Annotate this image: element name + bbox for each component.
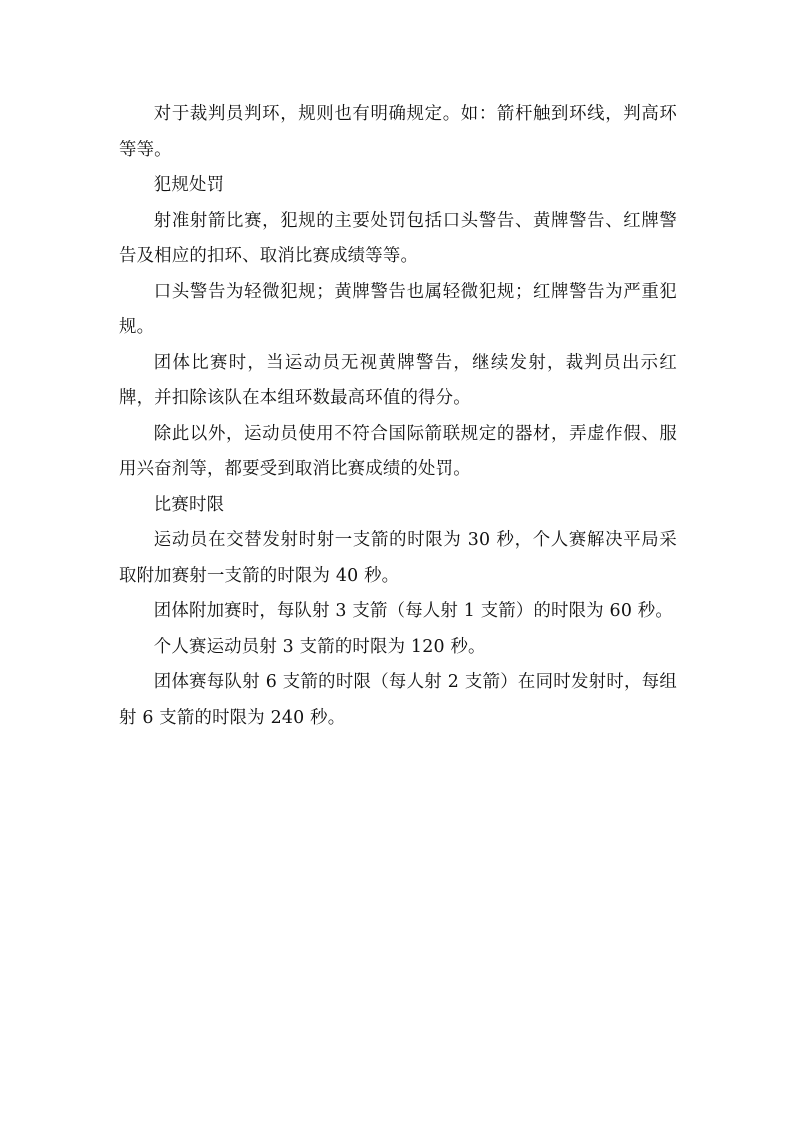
heading-foul-penalty: 犯规处罚	[153, 175, 225, 195]
paragraph-penalty-types: 射准射箭比赛，犯规的主要处罚包括口头警告、黄牌警告、红牌警告及相应的扣环、取消比赛成绩等等。	[119, 210, 677, 266]
heading-time-limit: 比赛时限	[153, 494, 225, 515]
paragraph-team-red-card: 团体比赛时，当运动员无视黄牌警告，继续发射，裁判员出示红牌，并扣除该队在本组环数最高环值的得分。	[119, 352, 677, 408]
paragraph-individual-limit: 个人赛运动员射 3 支箭的时限为 120 秒。	[153, 636, 486, 657]
paragraph-judging-rule: 对于裁判员判环，规则也有明确规定。如：箭杆触到环线，判高环等等。	[119, 104, 677, 160]
paragraph-disqualification: 除此以外，运动员使用不符合国际箭联规定的器材，弄虚作假、服用兴奋剂等，都要受到取消比赛成绩的处罚。	[119, 423, 677, 479]
paragraph-team-shootoff: 团体附加赛时，每队射 3 支箭（每人射 1 支箭）的时限为 60 秒。	[153, 601, 673, 621]
paragraph-team-limit: 团体赛每队射 6 支箭的时限（每人射 2 支箭）在同时发射时，每组射 6 支箭的时限为 240 秒。	[119, 672, 677, 728]
document-body	[119, 97, 677, 736]
paragraph-warning-levels: 口头警告为轻微犯规；黄牌警告也属轻微犯规；红牌警告为严重犯规。	[119, 281, 677, 337]
paragraph-alternate-shooting: 运动员在交替发射时射一支箭的时限为 30 秒，个人赛解决平局采取附加赛射一支箭的时限为 40 秒。	[119, 530, 677, 586]
